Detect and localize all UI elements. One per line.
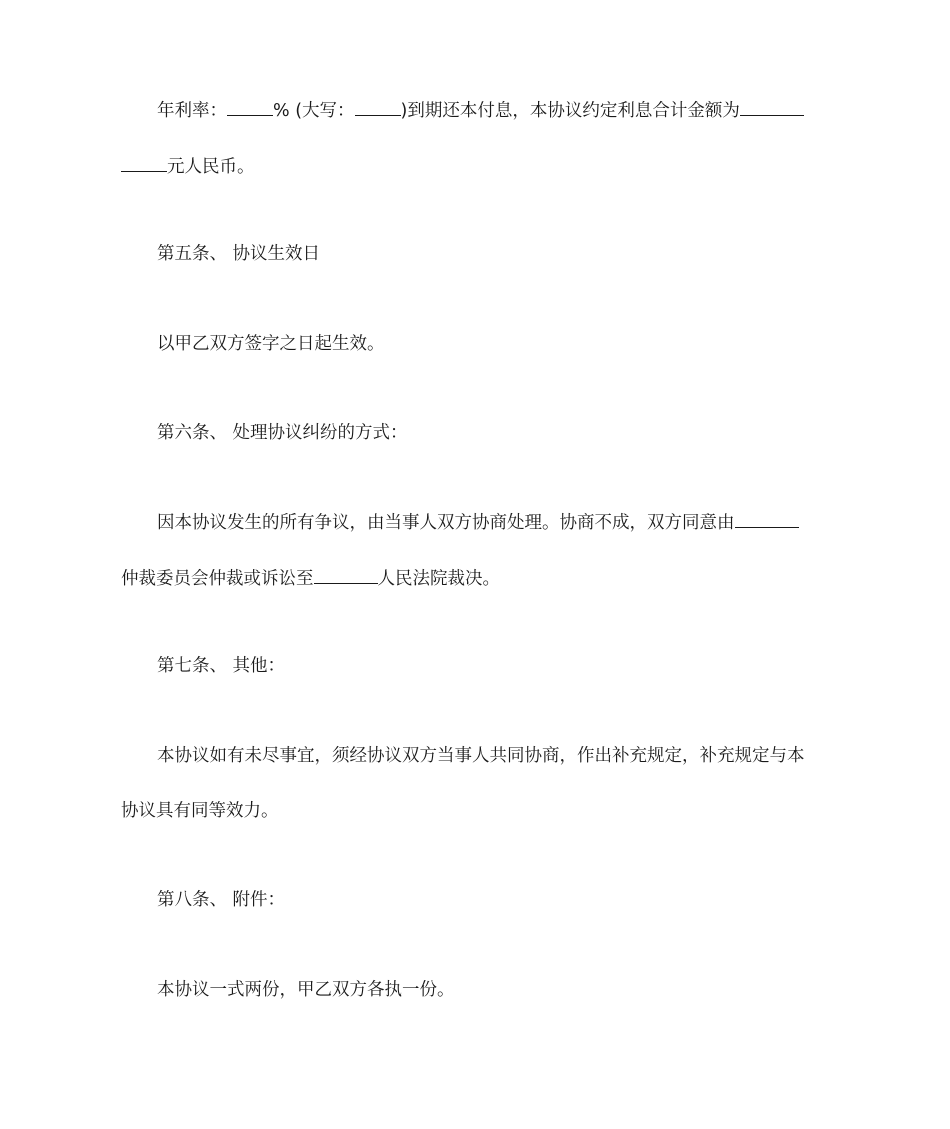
- court-blank: [314, 567, 378, 584]
- interest-total-blank-cont: [121, 155, 167, 172]
- article-7-heading: 第七条、 其他：: [157, 656, 286, 676]
- dispute-text: 因本协议发生的所有争议，由当事人双方协商处理。协商不成，双方同意由: [157, 513, 735, 533]
- rate-blank: [227, 99, 273, 116]
- article-7-body-line2: 协议具有同等效力。: [121, 801, 279, 821]
- article-5-body: 以甲乙双方签字之日起生效。: [157, 334, 385, 354]
- currency-text: 元人民币。: [167, 157, 255, 177]
- interest-total-blank: [740, 99, 804, 116]
- article-7-body-line1: 本协议如有未尽事宜，须经协议双方当事人共同协商，作出补充规定，补充规定与本: [157, 746, 805, 766]
- arbitration-blank: [735, 511, 799, 528]
- article-6-body-line1: [157, 511, 799, 534]
- interest-rate-line: [157, 99, 804, 122]
- interest-rate-line-cont: [121, 155, 255, 178]
- interest-total-text: )到期还本付息，本协议约定利息合计金额为: [400, 101, 740, 121]
- arbitration-text: 仲裁委员会仲裁或诉讼至: [121, 569, 314, 589]
- article-6-heading: 第六条、 处理协议纠纷的方式：: [157, 423, 408, 443]
- article-5-heading: 第五条、 协议生效日: [157, 244, 321, 264]
- rate-label: 年利率：: [157, 101, 227, 121]
- article-6-body-line2: [121, 567, 500, 590]
- rate-capital-blank: [355, 99, 401, 116]
- article-8-body: 本协议一式两份，甲乙双方各执一份。: [157, 980, 455, 1000]
- court-text: 人民法院裁决。: [377, 569, 500, 589]
- article-8-heading: 第八条、 附件：: [157, 890, 286, 910]
- percent-label: % (大写：: [273, 101, 355, 121]
